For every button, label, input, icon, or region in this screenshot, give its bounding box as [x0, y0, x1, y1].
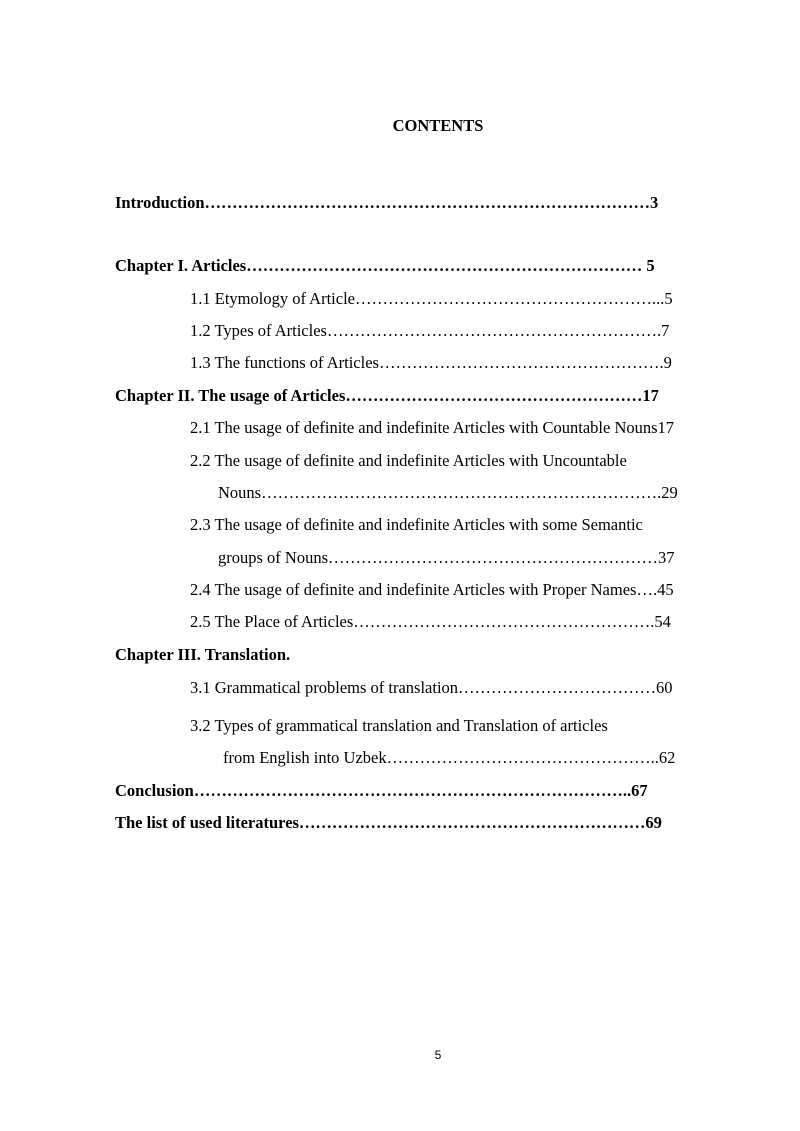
toc-entry-chapter-2: Chapter II. The usage of Articles………………………………………………17 [115, 386, 659, 405]
toc-entry-1-2: 1.2 Types of Articles…………………………………………………….7 [190, 321, 670, 340]
toc-entry-3-2-continued: from English into Uzbek…………………………………………..62 [223, 748, 676, 767]
contents-heading: CONTENTS [392, 116, 484, 135]
toc-entry-3-1: 3.1 Grammatical problems of translation………………………………60 [190, 678, 673, 697]
toc-entry-chapter-3: Chapter III. Translation. [115, 645, 291, 664]
toc-entry-introduction: Introduction………………………………………………………………………3 [115, 193, 659, 212]
toc-entry-2-2: 2.2 The usage of definite and indefinite Articles with Uncountable [190, 451, 627, 470]
toc-entry-2-5: 2.5 The Place of Articles……………………………………………….54 [190, 612, 671, 631]
toc-entry-2-3: 2.3 The usage of definite and indefinite Articles with some Semantic [190, 515, 643, 534]
toc-entry-conclusion: Conclusion……………………………………………………………………..67 [115, 781, 648, 800]
page-number: 5 [434, 1048, 442, 1062]
toc-entry-2-2-continued: Nouns……………………………………………………………….29 [218, 483, 678, 502]
toc-entry-2-1: 2.1 The usage of definite and indefinite Articles with Countable Nouns17 [190, 418, 675, 437]
toc-entry-chapter-1: Chapter I. Articles……………………………………………………………… 5 [115, 256, 655, 275]
toc-entry-2-4: 2.4 The usage of definite and indefinite Articles with Proper Names….45 [190, 580, 674, 599]
toc-entry-2-3-continued: groups of Nouns……………………………………………………37 [218, 548, 675, 567]
toc-entry-literature: The list of used literatures………………………………………………………69 [115, 813, 662, 832]
toc-entry-3-2: 3.2 Types of grammatical translation and Translation of articles [190, 716, 608, 735]
toc-entry-1-3: 1.3 The functions of Articles…………………………………………….9 [190, 353, 672, 372]
toc-entry-1-1: 1.1 Etymology of Article………………………………………………...5 [190, 289, 673, 308]
